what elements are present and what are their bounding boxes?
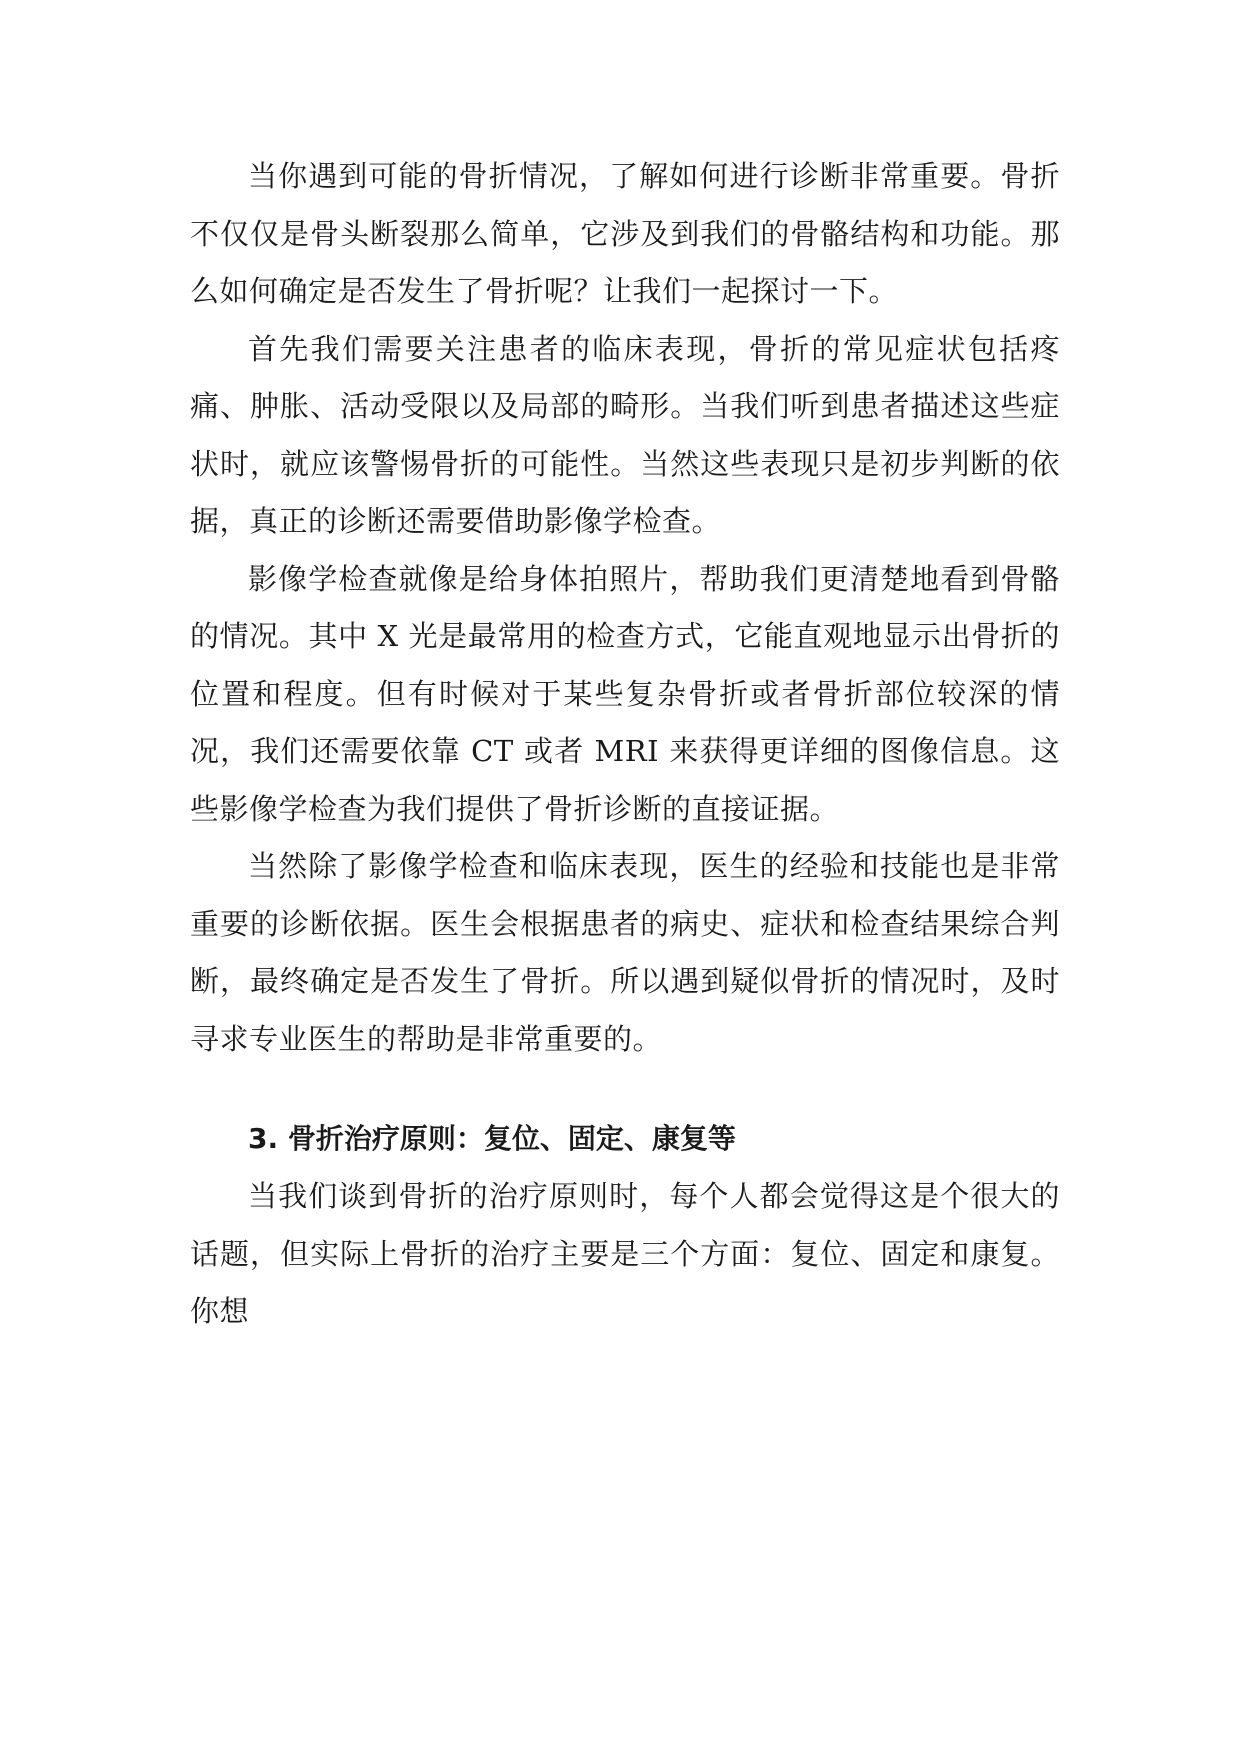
section-heading-treatment-principles: 3. 骨折治疗原则：复位、固定、康复等 [248,1122,736,1155]
paragraph-doctor-experience: 当然除了影像学检查和临床表现，医生的经验和技能也是非常重要的诊断依据。医生会根据患者的病史、症状和检查结果综合判断，最终确定是否发生了骨折。所以遇到疑似骨折的情况时，及时寻求专业医生的帮助是非常重要的。 [190,849,1060,1056]
paragraph-imaging-exams: 影像学检查就像是给身体拍照片，帮助我们更清楚地看到骨骼的情况。其中 X 光是最常用的检查方式，它能直观地显示出骨折的位置和程度。但有时候对于某些复杂骨折或者骨折部位较深的情况，我们还需要依靠 CT 或者 MRI 来获得更详细的图像信息。这些影像学检查为我们提供了骨折诊断的直接证据。 [190,561,1060,826]
paragraph-fracture-diagnosis-intro: 当你遇到可能的骨折情况，了解如何进行诊断非常重要。骨折不仅仅是骨头断裂那么简单，它涉及到我们的骨骼结构和功能。那么如何确定是否发生了骨折呢？让我们一起探讨一下。 [190,159,1060,308]
document-body [190,148,1060,1341]
paragraph-clinical-symptoms: 首先我们需要关注患者的临床表现，骨折的常见症状包括疼痛、肿胀、活动受限以及局部的畸形。当我们听到患者描述这些症状时，就应该警惕骨折的可能性。当然这些表现只是初步判断的依据，真正的诊断还需要借助影像学检查。 [190,331,1060,538]
paragraph-treatment-intro: 当我们谈到骨折的治疗原则时，每个人都会觉得这是个很大的话题，但实际上骨折的治疗主要是三个方面：复位、固定和康复。你想 [190,1179,1060,1328]
